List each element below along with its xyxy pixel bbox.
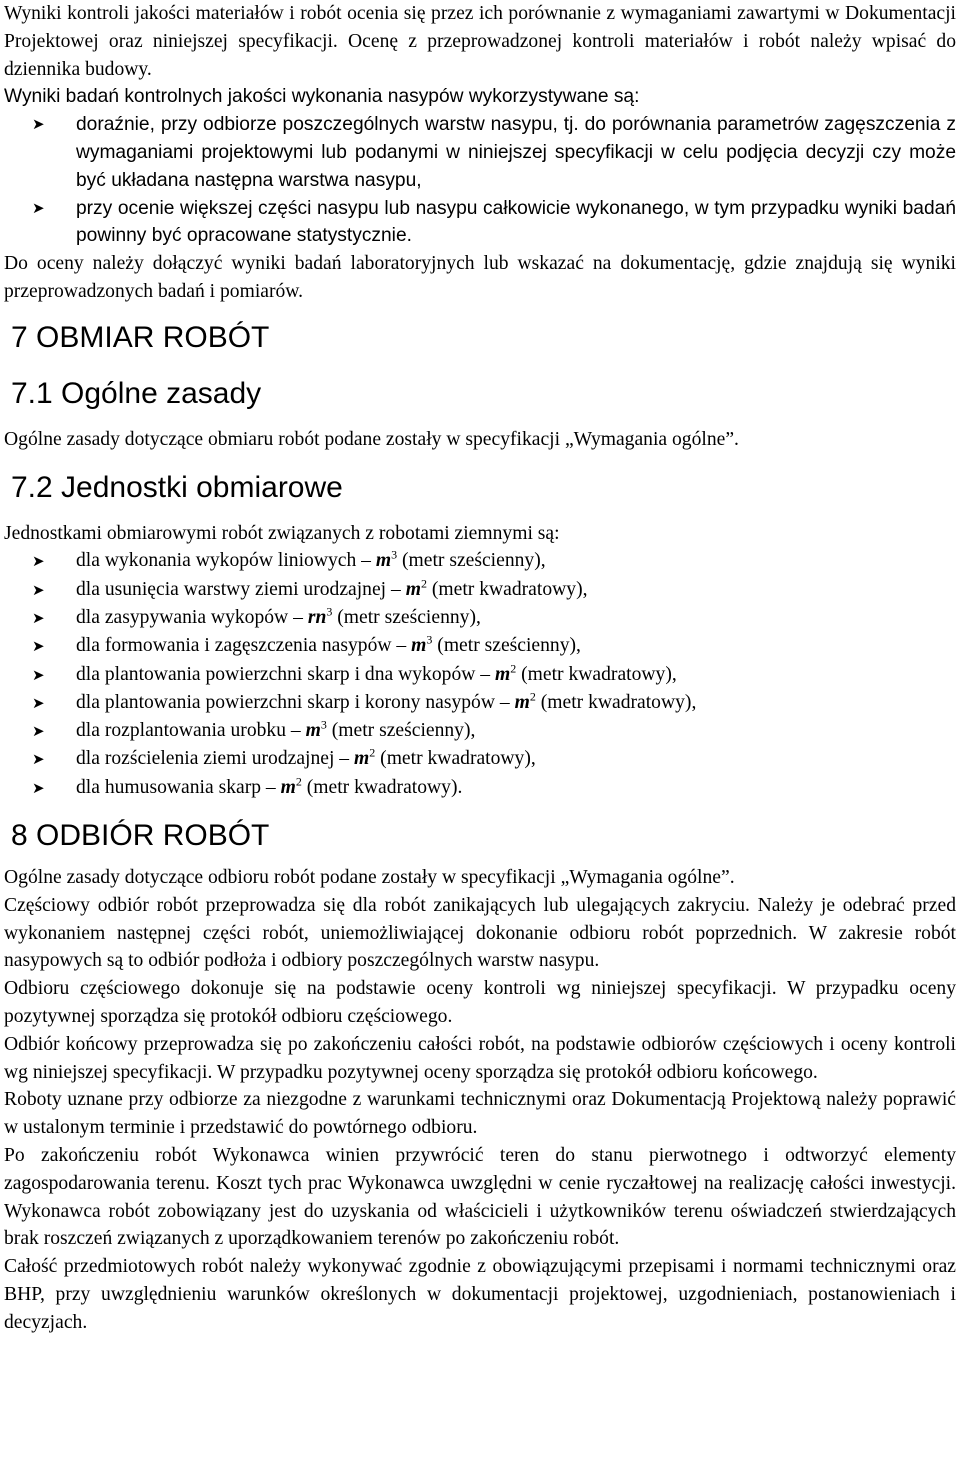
list-item: ➤ przy ocenie większej części nasypu lub nasypu całkowicie wykonanego, w tym przypadku wyniki badań powinny być opracowane statystycznie.	[4, 195, 956, 251]
section-7-1-heading: 7.1 Ogólne zasady	[11, 376, 262, 410]
arrow-bullet-icon: ➤	[32, 778, 45, 797]
section-8-paragraph: Ogólne zasady dotyczące odbioru robót podane zostały w specyfikacji „Wymagania ogólne”.	[4, 867, 735, 889]
quality-results-list	[4, 111, 956, 250]
section-8-paragraph: Całość przedmiotowych robót należy wykonywać zgodnie z obowiązującymi przepisami i normami technicznymi oraz BHP, przy uwzględnieniu warunków określonych w dokumentacji projektowej, uzgodnieniach, postanowieniach i decyzjach.	[4, 1256, 956, 1333]
section-8-paragraph: Po zakończeniu robót Wykonawca winien przywrócić teren do stanu pierwotnego i odtworzyć elementy zagospodarowania terenu. Koszt tych prac Wykonawca uwzględni w cenie ryczałtowej na realizację całości inwestycji. Wykonawca robót zobowiązany jest do uzyskania od właścicieli i użytkowników terenu oświadczeń stwierdzających brak roszczeń związanych z uporządkowaniem terenów po zakończeniu robót.	[4, 1145, 956, 1250]
arrow-bullet-icon: ➤	[32, 580, 45, 599]
list-item: ➤ dla wykonania wykopów liniowych – $m^3$ (metr sześcienny),	[4, 547, 956, 575]
list-item: ➤ dla zasypywania wykopów – $rn^3$ (metr sześcienny),	[4, 604, 956, 632]
arrow-bullet-icon: ➤	[32, 637, 45, 656]
unit-symbol: $m^3$	[411, 632, 433, 657]
intro-paragraph-3: Do oceny należy dołączyć wyniki badań laboratoryjnych lub wskazać na dokumentację, gdzie znajdują się wyniki przeprowadzonych badań i pomiarów.	[4, 253, 956, 302]
arrow-bullet-icon: ➤	[32, 552, 45, 571]
section-7-2-heading: 7.2 Jednostki obmiarowe	[11, 470, 343, 504]
measurement-units-list	[4, 547, 956, 802]
section-8-paragraph: Odbioru częściowego dokonuje się na podstawie oceny kontroli wg niniejszej specyfikacji. W przypadku oceny pozytywnej sporządza się protokół odbioru częściowego.	[4, 978, 956, 1028]
list-item: ➤ dla usunięcia warstwy ziemi urodzajnej – $m^2$ (metr kwadratowy),	[4, 576, 956, 604]
unit-symbol: $m^2$	[354, 745, 376, 770]
arrow-bullet-icon: ➤	[32, 198, 45, 217]
section-7-heading: 7 OBMIAR ROBÓT	[11, 320, 270, 354]
unit-symbol: $m^2$	[495, 661, 517, 685]
arrow-bullet-icon: ➤	[32, 750, 45, 769]
unit-symbol: $m^2$	[405, 576, 427, 600]
intro-paragraph-2: Wyniki badań kontrolnych jakości wykonania nasypów wykorzystywane są:	[4, 86, 640, 108]
arrow-bullet-icon: ➤	[32, 665, 45, 684]
unit-symbol: $rn^3$	[307, 604, 333, 628]
arrow-bullet-icon: ➤	[32, 115, 45, 134]
arrow-bullet-icon: ➤	[32, 722, 45, 741]
unit-symbol: $m^3$	[305, 717, 327, 742]
unit-symbol: $m^3$	[375, 547, 398, 572]
section-8-paragraph: Roboty uznane przy odbiorze za niezgodne z warunkami technicznymi oraz Dokumentacją Projektową należy poprawić w ustalonym terminie i przedstawić do powtórnego odbioru.	[4, 1089, 956, 1139]
list-item: ➤ dla plantowania powierzchni skarp i korony nasypów – $m^2$ (metr kwadratowy),	[4, 689, 956, 717]
section-8-paragraph: Odbiór końcowy przeprowadza się po zakończeniu całości robót, na podstawie odbiorów częściowych i oceny kontroli wg niniejszej specyfikacji. W przypadku pozytywnej oceny sporządza się protokół odbioru końcowego.	[4, 1033, 956, 1083]
list-item: ➤ dla rozścielenia ziemi urodzajnej – $m^2$ (metr kwadratowy),	[4, 745, 956, 773]
section-8-heading: 8 ODBIÓR ROBÓT	[11, 819, 270, 853]
section-7-1-text: Ogólne zasady dotyczące obmiaru robót podane zostały w specyfikacji „Wymagania ogólne”.	[4, 428, 739, 450]
list-item: ➤ doraźnie, przy odbiorze poszczególnych warstw nasypu, tj. do porównania parametrów zagęszczenia z wymaganiami projektowymi lub podanymi w niniejszej specyfikacji w celu podjęcia decyzji czy może być układana następna warstwa nasypu,	[4, 111, 956, 194]
list-item: ➤ dla formowania i zagęszczenia nasypów – $m^3$ (metr sześcienny),	[4, 632, 956, 660]
list-item: ➤ dla plantowania powierzchni skarp i dna wykopów – $m^2$ (metr kwadratowy),	[4, 661, 956, 689]
unit-symbol: $m^2$	[280, 774, 302, 798]
section-8-paragraph: Częściowy odbiór robót przeprowadza się dla robót zanikających lub ulegających zakryciu. Należy je odebrać przed wykonaniem następnej części robót, uniemożliwiającej dokonanie odbioru robót poprzednich. W zakresie robót nasypowych są to odbiór podłoża i odbiory poszczególnych warstw nasypu.	[4, 894, 956, 972]
arrow-bullet-icon: ➤	[32, 693, 45, 712]
list-item: ➤ dla humusowania skarp – $m^2$ (metr kwadratowy).	[4, 774, 956, 802]
section-7-2-intro: Jednostkami obmiarowymi robót związanych z robotami ziemnymi są:	[4, 522, 560, 544]
arrow-bullet-icon: ➤	[32, 608, 45, 627]
list-item: ➤ dla rozplantowania urobku – $m^3$ (metr sześcienny),	[4, 717, 956, 745]
unit-symbol: $m^2$	[514, 689, 536, 713]
intro-paragraph-1: Wyniki kontroli jakości materiałów i robót ocenia się przez ich porównanie z wymaganiami zawartymi w Dokumentacji Projektowej oraz niniejszej specyfikacji. Ocenę z przeprowadzonej kontroli materiałów i robót należy wpisać do dziennika budowy.	[4, 3, 956, 80]
